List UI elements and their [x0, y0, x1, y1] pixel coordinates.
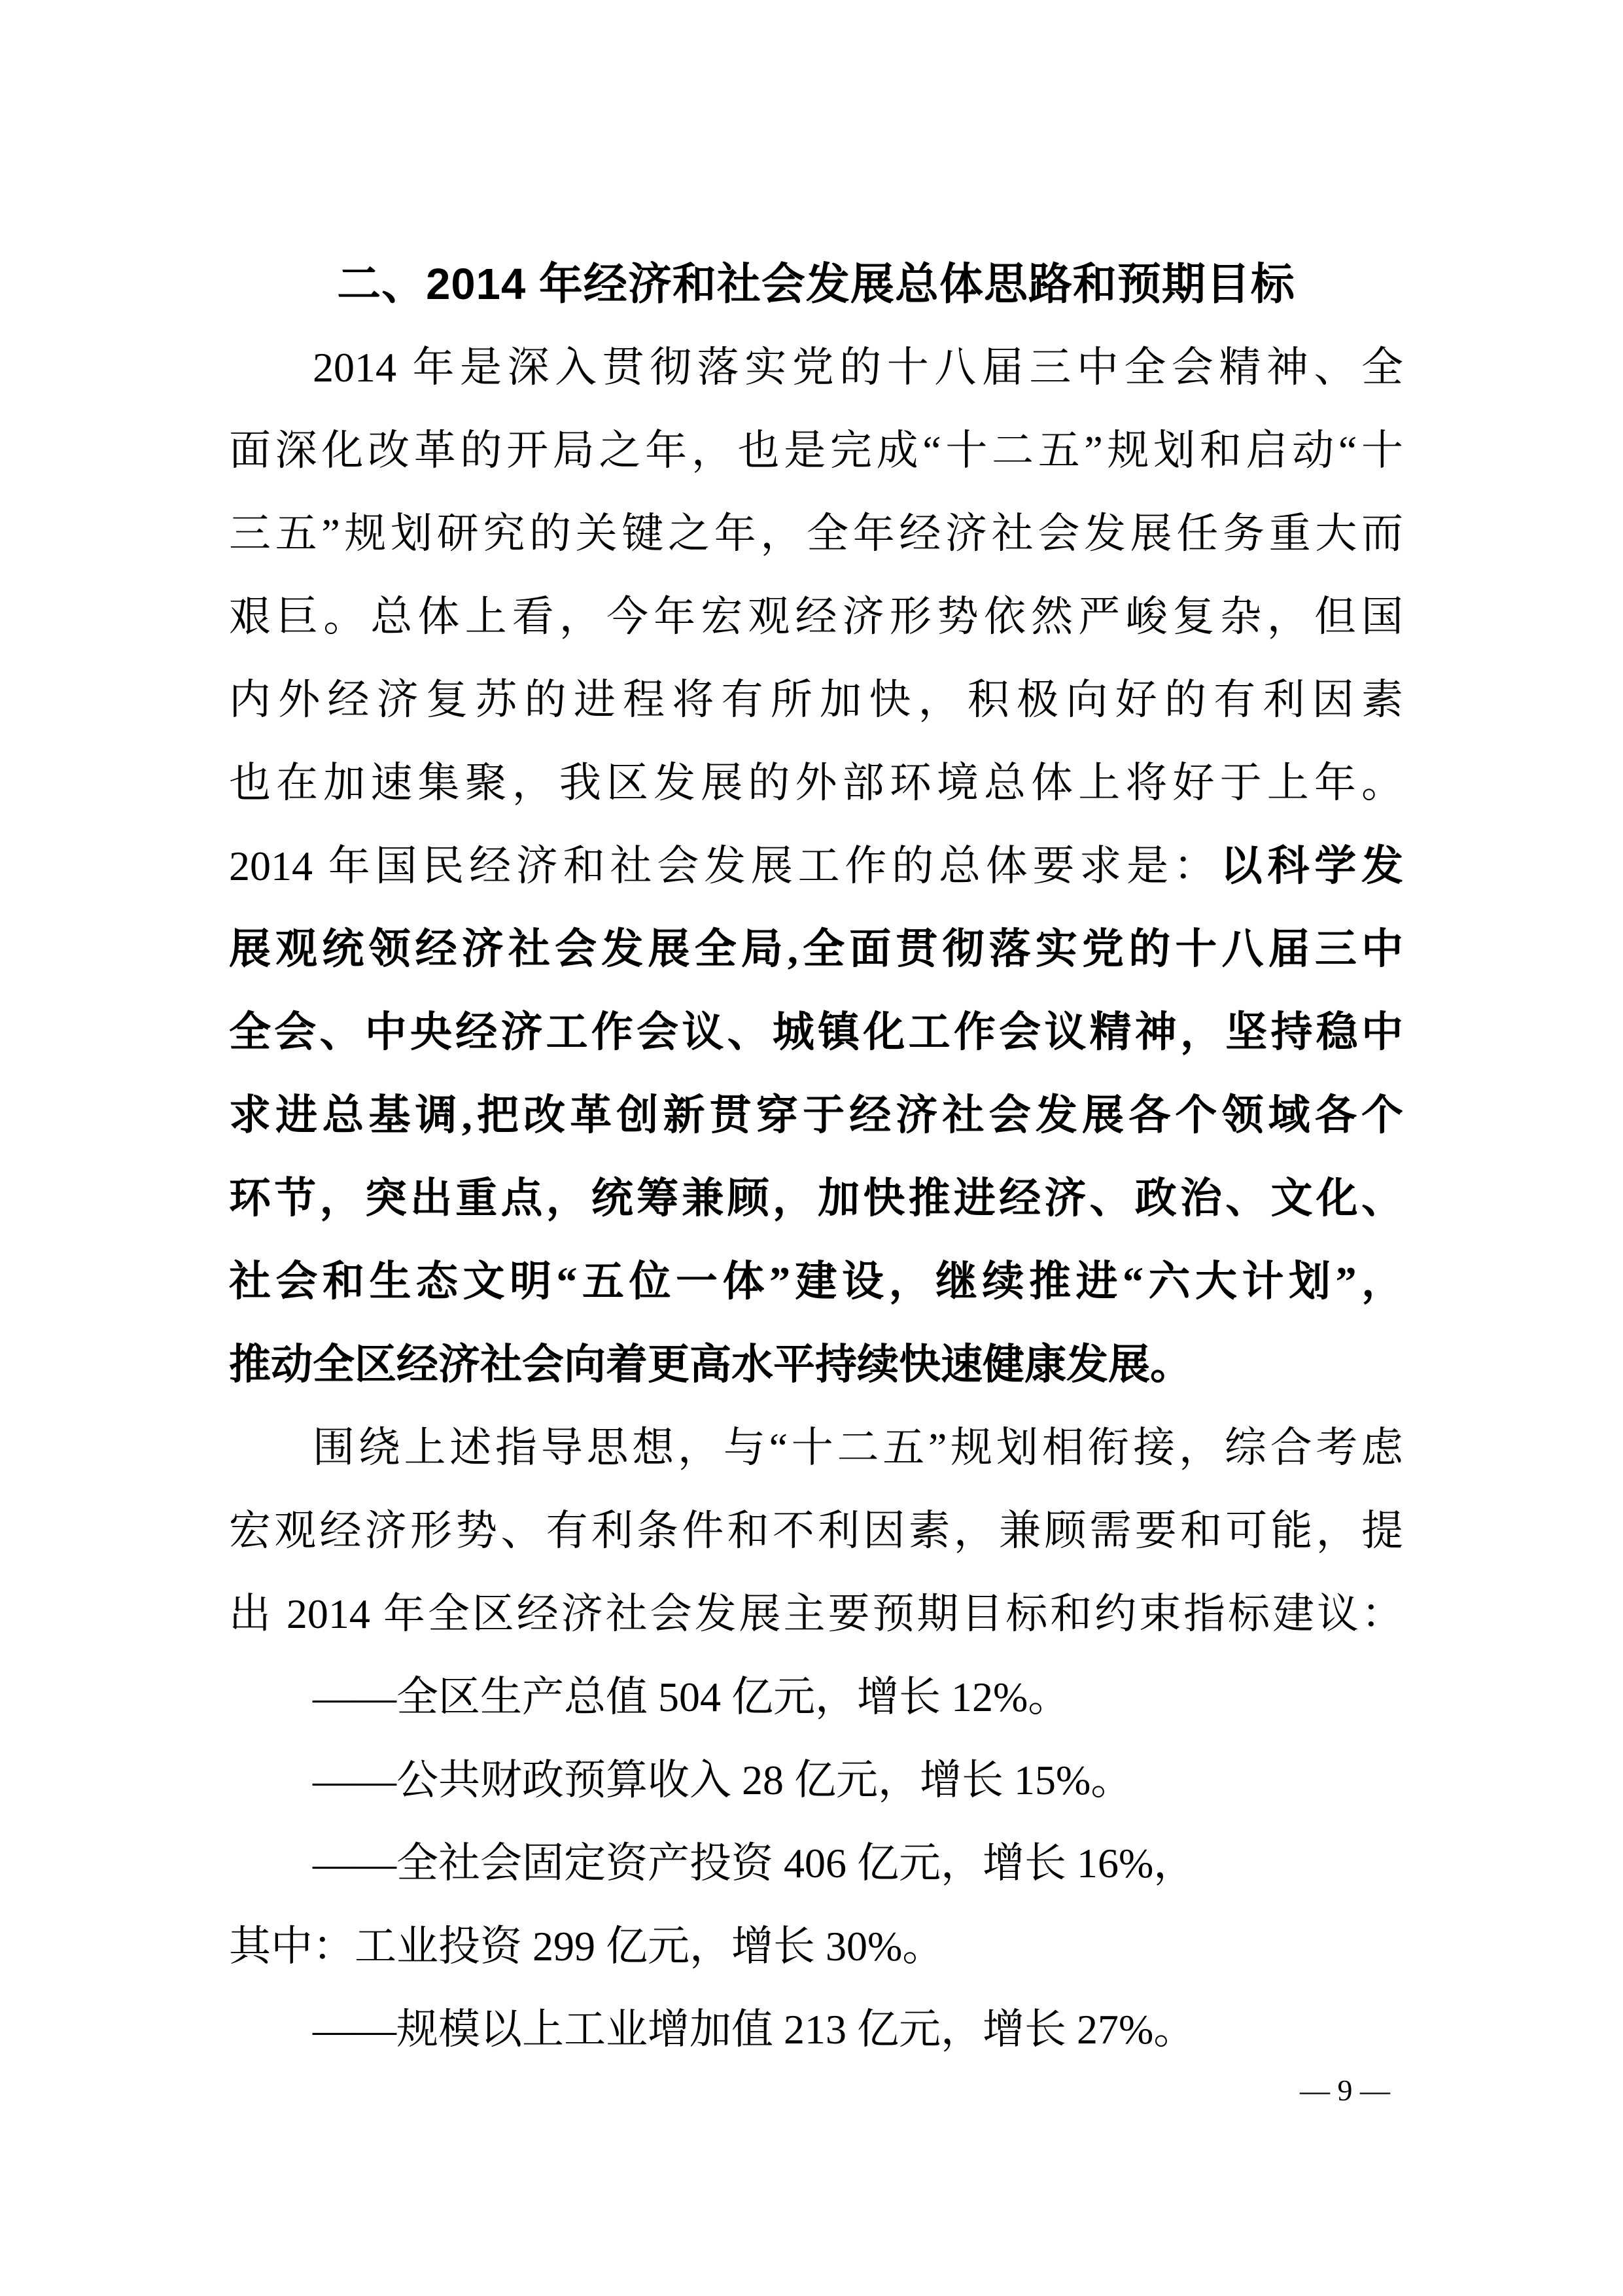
- target-item-industrial-investment: 其中：工业投资 299 亿元，增长 30%。: [229, 1923, 945, 1969]
- page-number: — 9 —: [1300, 2074, 1390, 2107]
- paragraph1-line11: 环节，突出重点，统筹兼顾，加快推进经济、政治、文化、: [229, 1175, 1403, 1222]
- target-item-gdp: ——全区生产总值 504 亿元，增长 12%。: [313, 1674, 1070, 1720]
- paragraph1-line1: 2014 年是深入贯彻落实党的十八届三中全会精神、全: [313, 344, 1403, 391]
- target-item-industrial-added-value: ——规模以上工业增加值 213 亿元，增长 27%。: [313, 2006, 1196, 2053]
- paragraph1-line2: 面深化改革的开局之年，也是完成“十二五”规划和启动“十: [229, 427, 1403, 474]
- paragraph1-line5: 内外经济复苏的进程将有所加快，积极向好的有利因素: [229, 677, 1403, 723]
- paragraph1-line9: 全会、中央经济工作会议、城镇化工作会议精神，坚持稳中: [229, 1009, 1403, 1055]
- paragraph2-line1: 围绕上述指导思想，与“十二五”规划相衔接，综合考虑: [313, 1424, 1403, 1471]
- target-item-fiscal-revenue: ——公共财政预算收入 28 亿元，增长 15%。: [313, 1757, 1133, 1803]
- line7-bold-text: 以科学发: [1220, 843, 1403, 889]
- paragraph2-line2: 宏观经济形势、有利条件和不利因素，兼顾需要和可能，提: [229, 1508, 1403, 1554]
- document-body: [229, 243, 1403, 2071]
- paragraph1-line12: 社会和生态文明“五位一体”建设，继续推进“六大计划”，: [229, 1258, 1403, 1305]
- paragraph1-line6: 也在加速集聚，我区发展的外部环境总体上将好于上年。: [229, 760, 1403, 806]
- paragraph1-line13: 推动全区经济社会向着更高水平持续快速健康发展。: [229, 1341, 1192, 1388]
- paragraph1-line8: 展观统领经济社会发展全局,全面贯彻落实党的十八届三中: [229, 926, 1403, 972]
- paragraph2-line3: 出 2014 年全区经济社会发展主要预期目标和约束指标建议：: [229, 1591, 1403, 1637]
- section-heading: 二、2014 年经济和社会发展总体思路和预期目标: [337, 260, 1295, 309]
- line7-regular-text: 2014 年国民经济和社会发展工作的总体要求是：: [229, 843, 1221, 889]
- paragraph1-line10: 求进总基调,把改革创新贯穿于经济社会发展各个领域各个: [229, 1092, 1403, 1139]
- target-item-fixed-investment: ——全社会固定资产投资 406 亿元，增长 16%，: [313, 1840, 1196, 1886]
- paragraph1-line3: 三五”规划研究的关键之年，全年经济社会发展任务重大而: [229, 510, 1403, 557]
- paragraph1-line4: 艰巨。总体上看，今年宏观经济形势依然严峻复杂，但国: [229, 593, 1403, 640]
- paragraph1-line7: [229, 824, 1403, 908]
